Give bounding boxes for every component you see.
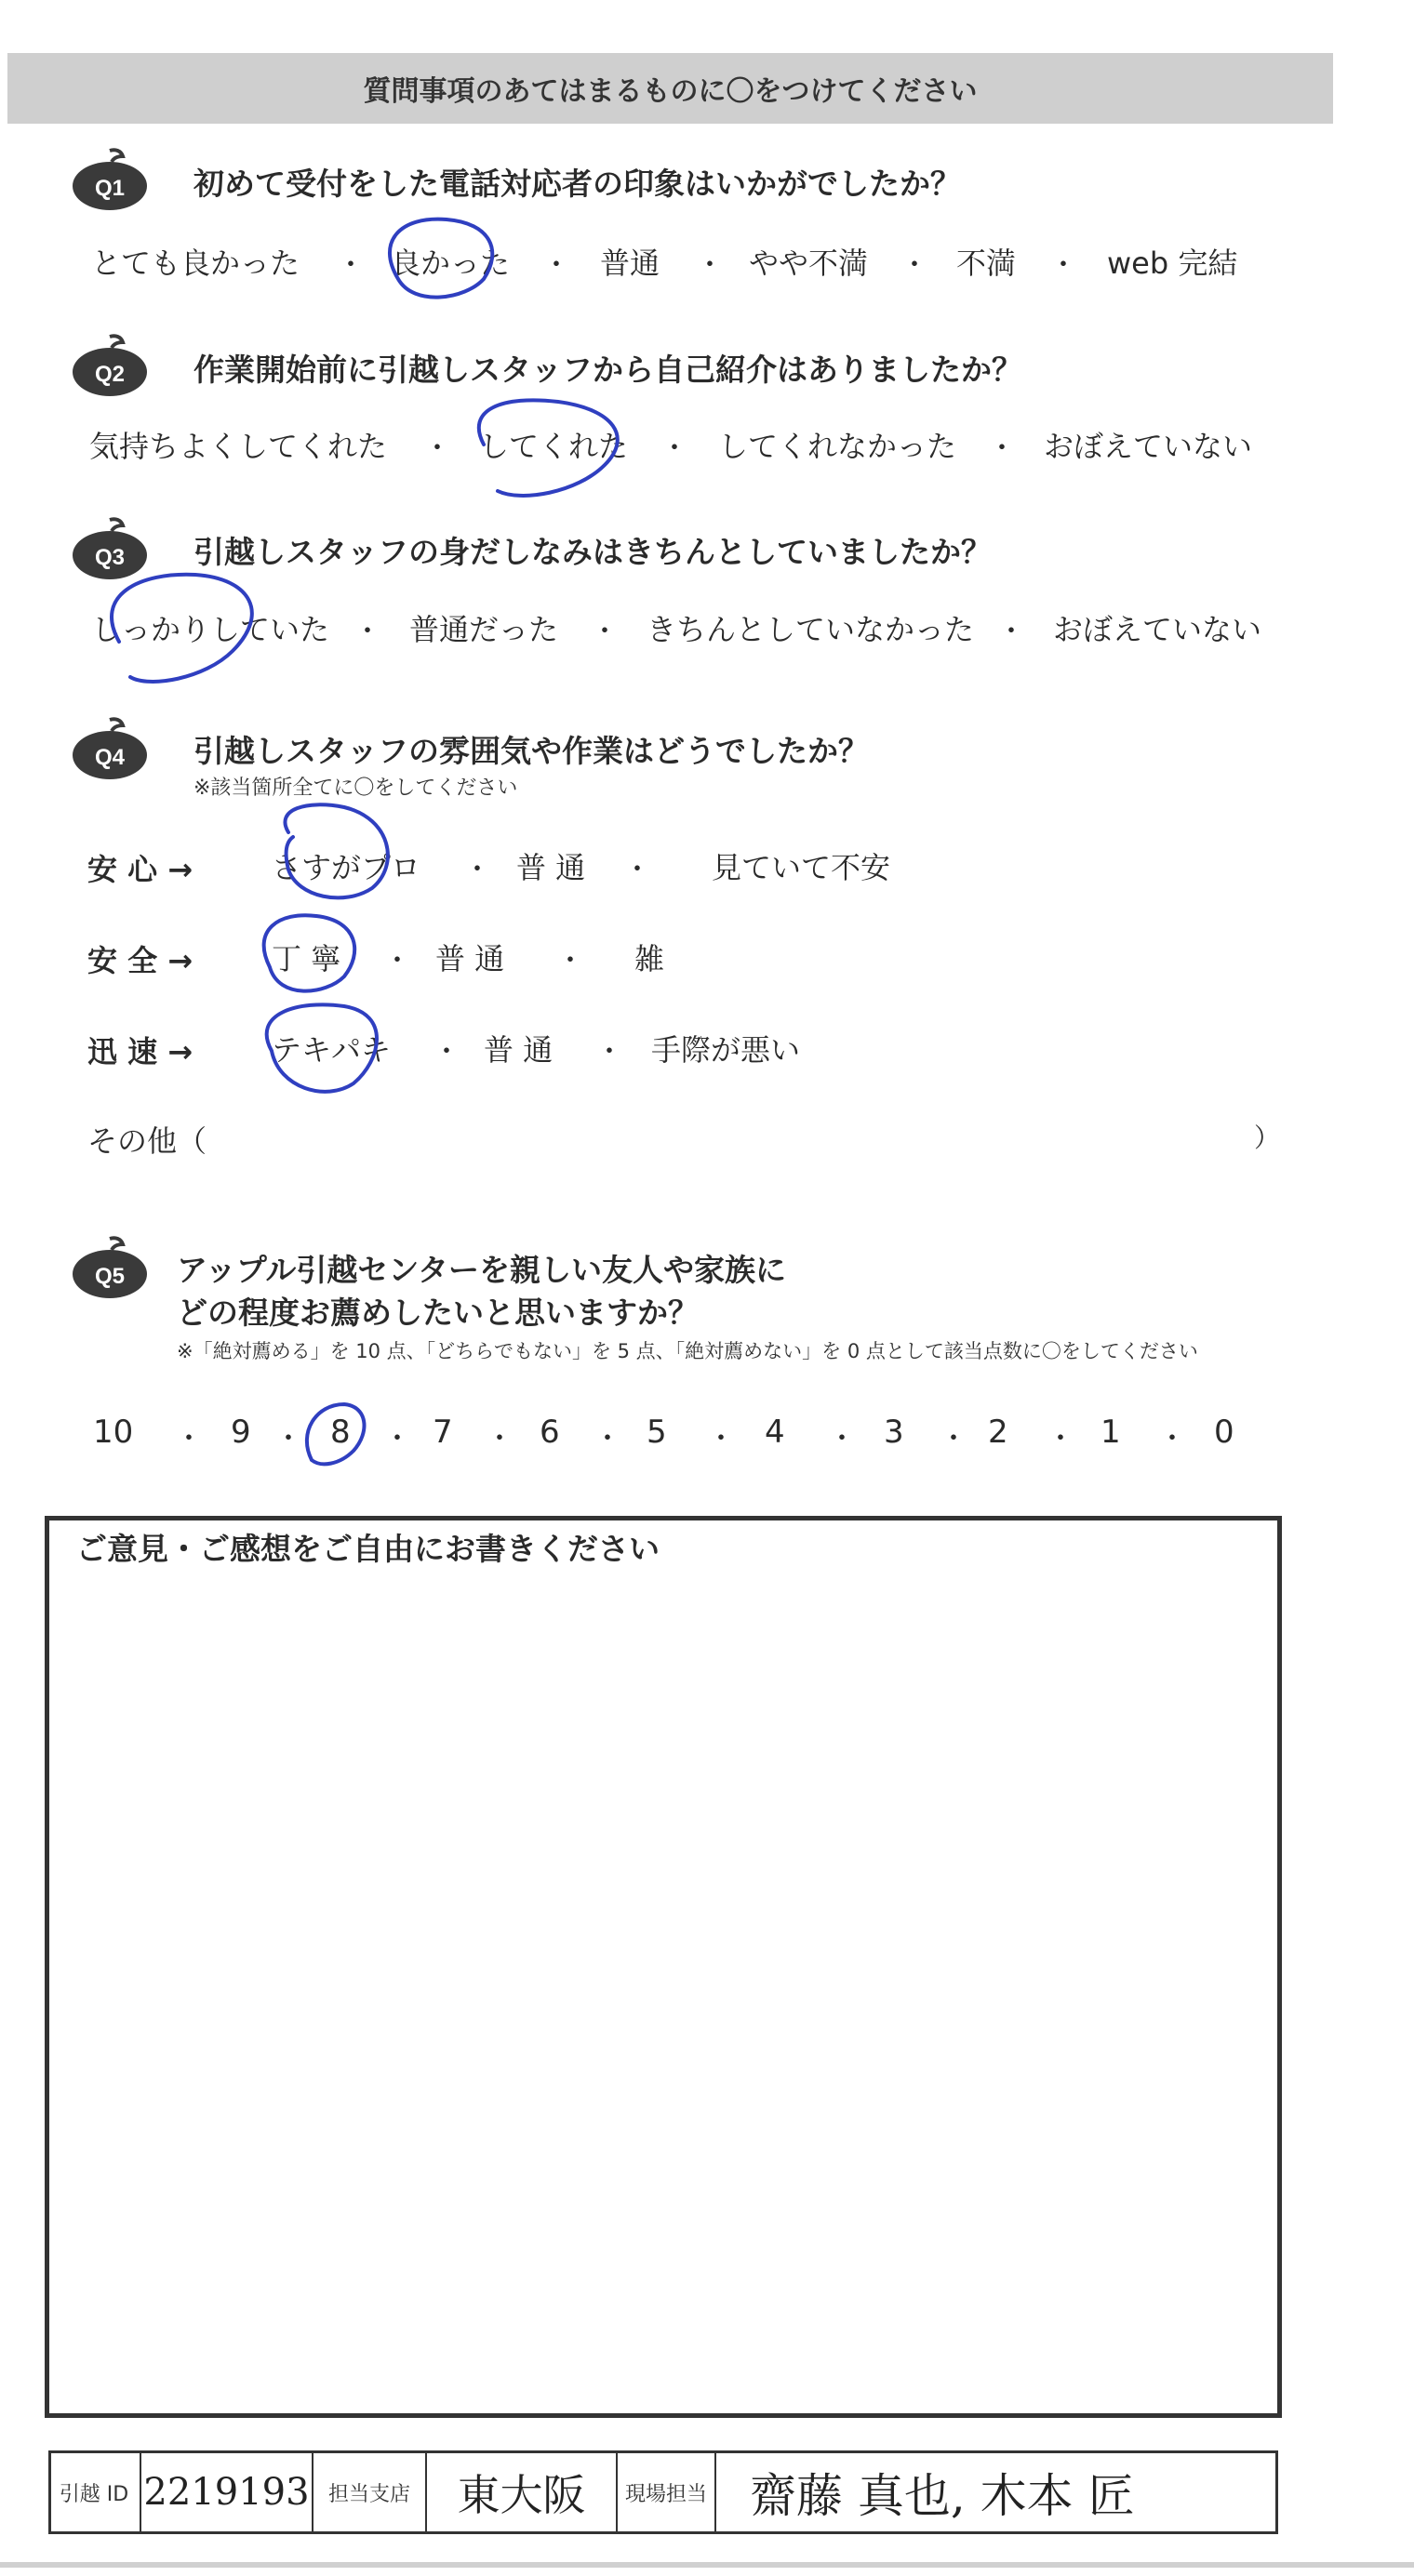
q4-jinsoku-option-2[interactable]: 普 通	[484, 1032, 554, 1068]
separator: ・	[486, 1423, 514, 1455]
section-header	[7, 53, 1333, 124]
q3-option-1[interactable]: しっかりしていた	[91, 612, 330, 647]
separator: ・	[274, 1423, 302, 1455]
q2-question: 作業開始前に引越しスタッフから自己紹介はありましたか？	[193, 352, 1022, 388]
separator: ・	[556, 945, 584, 977]
separator: ・	[595, 1036, 623, 1069]
q3-option-2[interactable]: 普通だった	[409, 612, 559, 647]
separator: ・	[1049, 249, 1077, 282]
separator: ・	[696, 249, 724, 282]
separator: ・	[900, 249, 928, 282]
branch-label: 担当支店	[313, 2450, 427, 2534]
q5-scale	[93, 1414, 1265, 1460]
q3-question: 引越しスタッフの身だしなみはきちんとしていましたか？	[193, 534, 992, 570]
separator: ・	[591, 616, 619, 648]
q5-score-9[interactable]: 9	[231, 1414, 251, 1451]
q1-option-3[interactable]: 普通	[600, 246, 660, 281]
q3-badge-label: Q3	[94, 545, 126, 570]
q4-row-label-anshin: 安 心 →	[87, 852, 193, 887]
q4-anzen-option-3[interactable]: 雑	[634, 941, 665, 976]
separator: ・	[463, 854, 491, 886]
branch-value[interactable]: 東大阪	[427, 2450, 618, 2534]
q4-other-close: ）	[1254, 1122, 1281, 1153]
separator: ・	[383, 945, 411, 977]
separator: ・	[1158, 1423, 1186, 1455]
q5-score-2[interactable]: 2	[988, 1414, 1008, 1451]
q4-jinsoku-option-3[interactable]: 手際が悪い	[651, 1032, 801, 1068]
q5-score-1[interactable]: 1	[1101, 1414, 1121, 1451]
q5-score-6[interactable]: 6	[540, 1414, 560, 1451]
separator: ・	[423, 432, 451, 465]
q4-anzen-option-1[interactable]: 丁 寧	[272, 941, 341, 976]
separator: ・	[542, 249, 570, 282]
move-id-value[interactable]: 2219193	[141, 2450, 313, 2534]
separator: ・	[707, 1423, 735, 1455]
q4-badge-label: Q4	[94, 745, 126, 770]
q5-score-5[interactable]: 5	[647, 1414, 667, 1451]
q3-option-4[interactable]: おぼえていない	[1053, 612, 1262, 647]
q5-question-line1: アップル引越センターを親しい友人や家族に	[177, 1252, 787, 1288]
comment-title: ご意見・ご感想をご自由にお書きください	[76, 1531, 660, 1567]
q5-badge-label: Q5	[94, 1264, 126, 1289]
q4-question: 引越しスタッフの雰囲気や作業はどうでしたか？	[193, 733, 869, 769]
q5-score-4[interactable]: 4	[765, 1414, 785, 1451]
staff-label: 現場担当	[618, 2450, 716, 2534]
q1-option-4[interactable]: やや不満	[749, 246, 869, 281]
q3-option-3[interactable]: きちんとしていなかった	[647, 612, 975, 647]
separator: ・	[433, 1036, 460, 1069]
separator: ・	[988, 432, 1016, 465]
q2-option-1[interactable]: 気持ちよくしてくれた	[89, 429, 388, 464]
q4-anshin-option-1[interactable]: さすがプロ	[272, 850, 421, 885]
q2-option-4[interactable]: おぼえていない	[1044, 429, 1253, 464]
q4-badge-icon	[67, 716, 153, 781]
comment-box[interactable]	[45, 1516, 1282, 2418]
q5-score-10[interactable]: 10	[93, 1414, 134, 1451]
q5-question-line2: どの程度お薦めしたいと思いますか？	[177, 1295, 699, 1331]
separator: ・	[940, 1423, 967, 1455]
separator: ・	[354, 616, 381, 648]
q4-row-label-jinsoku: 迅 速 →	[87, 1034, 193, 1069]
q2-badge-icon	[67, 333, 153, 398]
q2-option-2[interactable]: してくれた	[479, 429, 629, 464]
q1-badge-label: Q1	[94, 176, 126, 201]
q1-question: 初めて受付をした電話対応者の印象はいかがでしたか？	[193, 166, 961, 202]
separator: ・	[175, 1423, 203, 1455]
separator: ・	[594, 1423, 621, 1455]
q4-anshin-option-3[interactable]: 見ていて不安	[712, 850, 891, 885]
q5-badge-icon	[67, 1235, 153, 1300]
section-header-title: 質問事項のあてはまるものに〇をつけてください	[363, 75, 978, 108]
separator: ・	[383, 1423, 411, 1455]
q5-note: ※「絶対薦める」を 10 点、「どちらでもない」を 5 点、「絶対薦めない」を 0 点として該当点数に〇をしてください	[177, 1340, 1198, 1362]
staff-value[interactable]: 齋藤 真也, 木本 匠	[750, 2469, 1135, 2523]
q1-option-1[interactable]: とても良かった	[91, 246, 300, 281]
q4-row-label-anzen: 安 全 →	[87, 943, 193, 978]
q1-option-6[interactable]: web 完結	[1107, 246, 1238, 281]
separator: ・	[1047, 1423, 1074, 1455]
separator: ・	[337, 249, 365, 282]
q1-option-5[interactable]: 不満	[956, 246, 1017, 281]
q5-score-7[interactable]: 7	[433, 1414, 453, 1451]
q5-score-0[interactable]: 0	[1214, 1414, 1234, 1451]
q3-badge-icon	[67, 516, 153, 581]
q1-badge-icon	[67, 147, 153, 212]
page-bottom-edge	[0, 2562, 1414, 2568]
move-id-label: 引越 ID	[48, 2450, 141, 2534]
q5-score-8[interactable]: 8	[330, 1414, 351, 1451]
q4-note: ※該当箇所全てに〇をしてください	[193, 777, 518, 800]
separator: ・	[828, 1423, 856, 1455]
q1-option-2[interactable]: 良かった	[391, 246, 511, 281]
q4-jinsoku-option-1[interactable]: テキパキ	[272, 1032, 392, 1068]
separator: ・	[660, 432, 688, 465]
q2-option-3[interactable]: してくれなかった	[718, 429, 957, 464]
separator: ・	[997, 616, 1025, 648]
q2-badge-label: Q2	[94, 362, 126, 387]
separator: ・	[623, 854, 651, 886]
q5-score-3[interactable]: 3	[884, 1414, 904, 1451]
q4-other-label: その他（	[87, 1123, 207, 1159]
q4-anshin-option-2[interactable]: 普 通	[516, 850, 586, 885]
q4-anzen-option-2[interactable]: 普 通	[435, 941, 505, 976]
